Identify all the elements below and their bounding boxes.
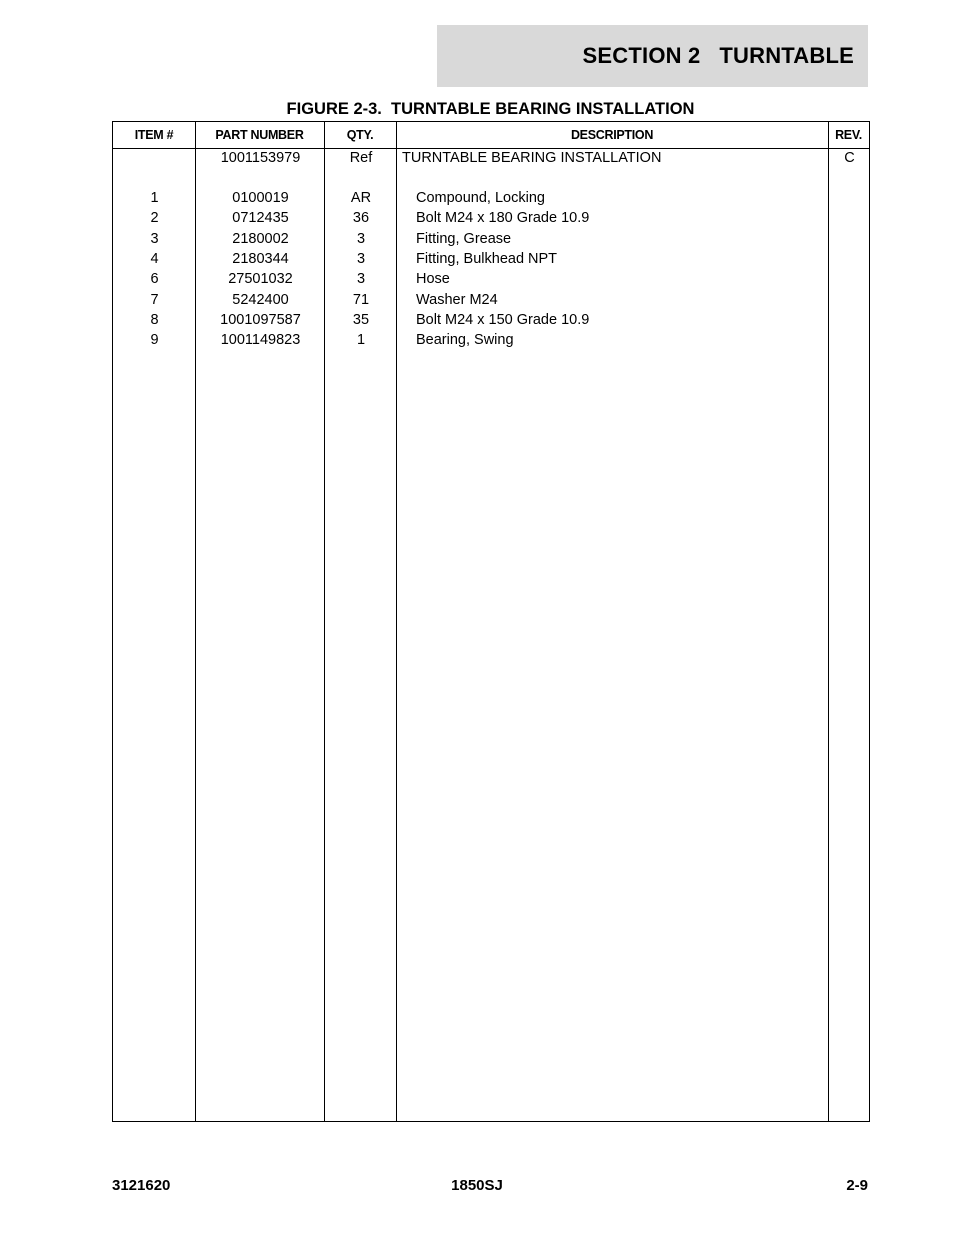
quantity: Ref: [349, 150, 373, 166]
quantity: 3: [356, 230, 366, 247]
table-row: [113, 290, 869, 310]
description: Fitting, Bulkhead NPT: [416, 250, 558, 267]
item-number: 7: [150, 291, 159, 308]
item-number: [113, 148, 196, 168]
section-title: SECTION 2 TURNTABLE: [582, 43, 854, 68]
description: Hose: [416, 271, 450, 288]
quantity: 35: [352, 311, 370, 328]
part-number: 2180344: [232, 250, 289, 267]
table-row: [113, 330, 869, 350]
description: Compound, Locking: [416, 190, 545, 206]
table-row: [113, 188, 869, 208]
description: Bearing, Swing: [416, 332, 514, 349]
model-name: 1850SJ: [451, 1177, 503, 1194]
table-row: [113, 249, 869, 269]
part-number: 0712435: [232, 210, 289, 227]
description: Bolt M24 x 150 Grade 10.9: [416, 311, 590, 328]
document-number: 3121620: [112, 1177, 171, 1194]
item-number: 9: [150, 332, 159, 349]
column-header-item: ITEM #: [134, 128, 174, 142]
description: TURNTABLE BEARING INSTALLATION: [402, 150, 662, 166]
column-header-qty: QTY.: [346, 128, 374, 142]
description: Bolt M24 x 180 Grade 10.9: [416, 210, 590, 227]
page-number: 2-9: [846, 1177, 868, 1194]
item-number: 6: [150, 271, 159, 288]
quantity: 36: [352, 210, 370, 227]
column-header-part-number: PART NUMBER: [215, 128, 304, 142]
section-header-banner: [437, 25, 868, 87]
part-number: 5242400: [232, 291, 289, 308]
parts-table: [112, 121, 870, 1122]
table-row: [113, 208, 869, 228]
description: Washer M24: [416, 291, 498, 308]
table-row: [113, 229, 869, 249]
quantity: AR: [350, 190, 372, 206]
quantity: 3: [356, 271, 366, 288]
part-number: 2180002: [232, 230, 289, 247]
item-number: 4: [150, 250, 159, 267]
quantity: 1: [356, 332, 366, 349]
part-number: 1001097587: [220, 311, 301, 328]
item-number: 1: [150, 190, 159, 206]
assembly-row: [113, 148, 869, 168]
part-number: 1001149823: [220, 332, 301, 349]
revision: C: [844, 150, 855, 166]
item-number: 2: [150, 210, 159, 227]
column-header-description: DESCRIPTION: [570, 128, 654, 142]
description: Fitting, Grease: [416, 230, 512, 247]
table-row: [113, 310, 869, 330]
item-number: 8: [150, 311, 159, 328]
table-row: [113, 269, 869, 289]
figure-title: FIGURE 2-3. TURNTABLE BEARING INSTALLATION: [286, 100, 695, 118]
part-number: 0100019: [232, 190, 289, 206]
column-header-rev: REV.: [835, 128, 862, 142]
quantity: 71: [352, 291, 370, 308]
item-number: 3: [150, 230, 159, 247]
quantity: 3: [356, 250, 366, 267]
part-number: 1001153979: [220, 150, 301, 166]
part-number: 27501032: [228, 271, 293, 288]
